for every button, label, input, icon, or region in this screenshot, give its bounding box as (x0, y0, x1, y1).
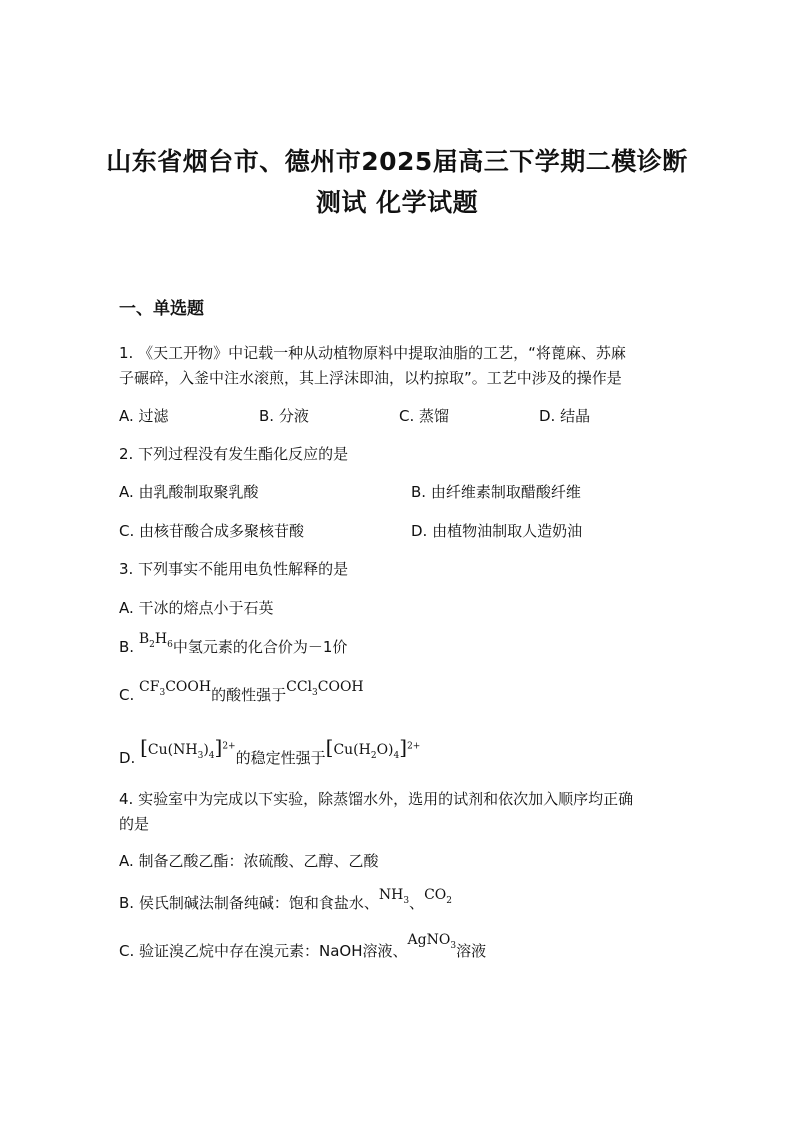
q3-option-b-label: B. (119, 638, 135, 656)
q3-option-d-text: 的稳定性强于 (235, 749, 326, 767)
document-title-line1: 山东省烟台市、德州市2025届高三下学期二模诊断 (106, 147, 688, 176)
q2-option-c: C. 由核苷酸合成多聚核苷酸 (119, 522, 305, 540)
q3-option-b (119, 631, 348, 659)
q1-option-b: B. 分液 (259, 407, 309, 425)
q2-option-d: D. 由植物油制取人造奶油 (411, 522, 583, 540)
q4-option-c-text: C. 验证溴乙烷中存在溴元素：NaOH溶液、 (119, 942, 408, 960)
q4-option-b-separator: 、 (409, 894, 425, 912)
q1-option-a: A. 过滤 (119, 407, 169, 425)
q3-option-c (119, 679, 364, 707)
formula-cu-nh3-4-complex: $[Cu(NH_3)_4]^{2+}$ (140, 735, 236, 761)
q3-option-d (119, 735, 421, 770)
formula-cu-h2o-4-complex: $[Cu(H_2O)_4]^{2+}$ (325, 735, 421, 761)
q2-option-b: B. 由纤维素制取醋酸纤维 (411, 483, 581, 501)
q1-stem-line2: 子碾碎，入釜中注水滚煎，其上浮沫即油，以杓掠取”。工艺中涉及的操作是 (119, 369, 622, 387)
formula-nh3: $NH_3$ (378, 887, 410, 906)
formula-agno3: AgNO$_3$ (407, 932, 457, 951)
q3-option-a: A. 干冰的熔点小于石英 (119, 599, 274, 617)
q4-option-b (119, 887, 452, 915)
q3-option-b-text: 中氢元素的化合价为－1价 (172, 638, 348, 656)
q1-option-d: D. 结晶 (539, 407, 591, 425)
formula-co2: $CO_2$ (424, 887, 452, 906)
q3-option-c-text: 的酸性强于 (211, 686, 287, 704)
formula-cf3cooh: $CF_3COOH$ (139, 679, 212, 698)
q3-option-c-label: C. (119, 686, 135, 704)
q3-option-d-label: D. (119, 749, 136, 767)
q4-stem-line2: 的是 (119, 815, 150, 833)
formula-ccl3cooh: CCl$_3$COOH (286, 679, 364, 698)
formula-b2h6: $B_2H_6$ (138, 631, 173, 650)
q2-stem: 2. 下列过程没有发生酯化反应的是 (119, 445, 349, 463)
q1-option-c: C. 蒸馏 (399, 407, 450, 425)
q4-stem-line1: 4. 实验室中为完成以下实验，除蒸馏水外，选用的试剂和依次加入顺序均正确 (119, 790, 634, 808)
q4-option-c-suffix: 溶液 (456, 942, 487, 960)
q4-option-a: A. 制备乙酸乙酯：浓硫酸、乙醇、乙酸 (119, 852, 379, 870)
q3-stem: 3. 下列事实不能用电负性解释的是 (119, 560, 349, 578)
q4-option-c (119, 932, 487, 963)
q1-stem-line1: 1. 《天工开物》中记载一种从动植物原料中提取油脂的工艺，“将蓖麻、苏麻 (119, 344, 626, 362)
document-title-line2: 测试 化学试题 (315, 188, 479, 217)
section-heading-single-choice: 一、单选题 (119, 299, 204, 319)
q4-option-b-text: B. 侯氏制碱法制备纯碱：饱和食盐水、 (119, 894, 379, 912)
q2-option-a: A. 由乳酸制取聚乳酸 (119, 483, 259, 501)
